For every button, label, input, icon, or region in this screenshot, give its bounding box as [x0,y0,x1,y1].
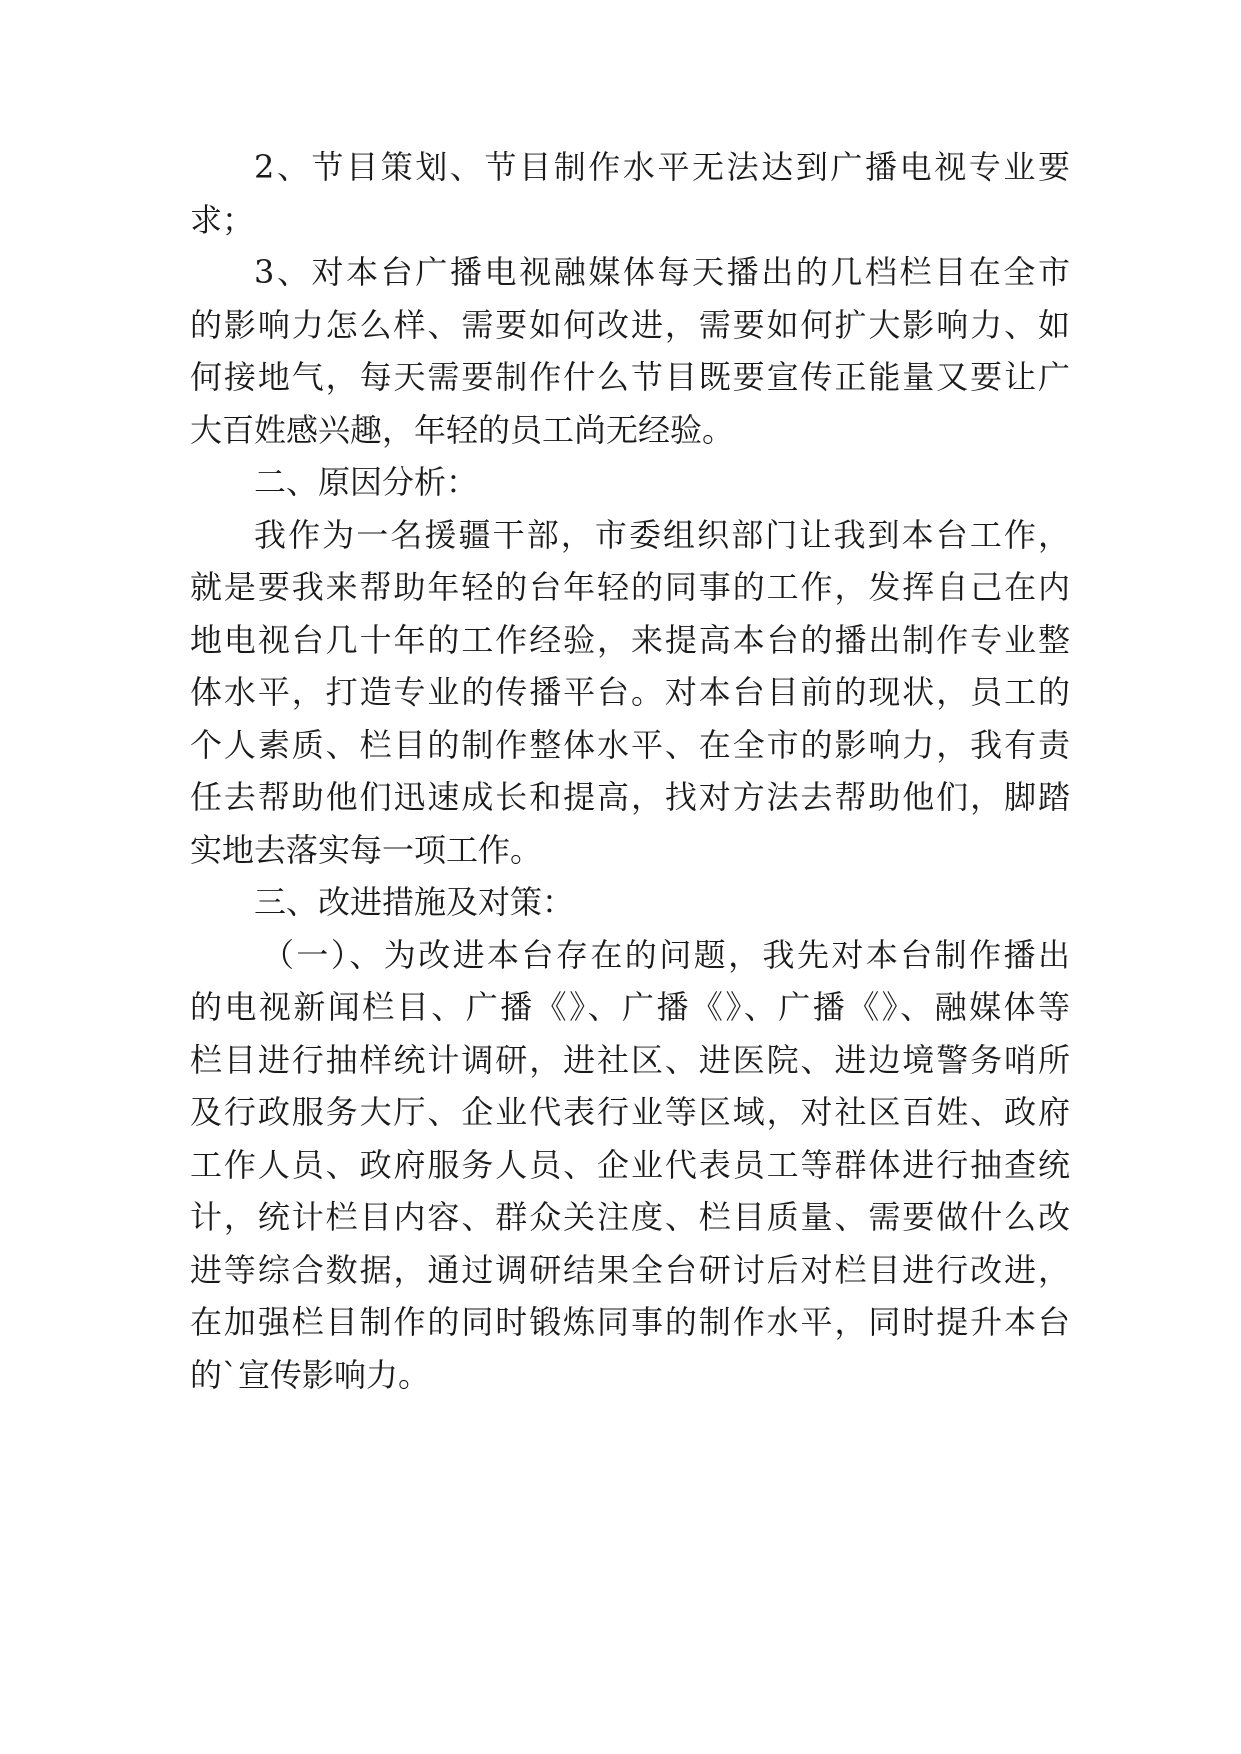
paragraph-cause-line-7: 实地去落实每一项工作。 [190,831,543,869]
heading-measures: 三、改进措施及对策： [254,883,575,921]
item-3-line-4: 大百姓感兴趣，年轻的员工尚无经验。 [190,411,735,449]
paragraph-cause-line-6: 任去帮助他们迅速成长和提高，找对方法去帮助他们，脚踏 [190,778,1070,816]
paragraph-measures-line-4: 及行政服务大厅、企业代表行业等区域，对社区百姓、政府 [190,1093,1070,1131]
paragraph-measures-line-9: 的`宣传影响力。 [190,1356,431,1394]
item-2-line-1: 2、节目策划、节目制作水平无法达到广播电视专业要 [254,148,1070,186]
item-3-line-3: 何接地气，每天需要制作什么节目既要宣传正能量又要让广 [190,358,1070,396]
paragraph-measures-line-8: 在加强栏目制作的同时锻炼同事的制作水平，同时提升本台 [190,1303,1070,1341]
paragraph-cause-line-1: 我作为一名援疆干部，市委组织部门让我到本台工作， [254,516,1070,554]
paragraph-measures-line-6: 计，统计栏目内容、群众关注度、栏目质量、需要做什么改 [190,1198,1070,1236]
paragraph-measures-line-5: 工作人员、政府服务人员、企业代表员工等群体进行抽查统 [190,1146,1070,1184]
paragraph-measures-line-3: 栏目进行抽样统计调研，进社区、进医院、进边境警务哨所 [190,1041,1070,1079]
paragraph-measures-line-1: （一）、为改进本台存在的问题，我先对本台制作播出 [262,936,1070,974]
paragraph-cause-line-4: 体水平，打造专业的传播平台。对本台目前的现状，员工的 [190,673,1070,711]
item-2-line-2: 求； [190,201,255,239]
paragraph-cause-line-2: 就是要我来帮助年轻的台年轻的同事的工作，发挥自己在内 [190,568,1070,606]
paragraph-cause-line-5: 个人素质、栏目的制作整体水平、在全市的影响力，我有责 [190,726,1070,764]
heading-cause-analysis: 二、原因分析： [254,463,479,501]
paragraph-measures-line-2: 的电视新闻栏目、广播《》、广播《》、广播《》、融媒体等 [190,988,1070,1026]
paragraph-cause-line-3: 地电视台几十年的工作经验，来提高本台的播出制作专业整 [190,621,1070,659]
item-3-line-2: 的影响力怎么样、需要如何改进，需要如何扩大影响力、如 [190,306,1070,344]
item-3-line-1: 3、对本台广播电视融媒体每天播出的几档栏目在全市 [254,253,1070,291]
paragraph-measures-line-7: 进等综合数据，通过调研结果全台研讨后对栏目进行改进， [190,1251,1070,1289]
